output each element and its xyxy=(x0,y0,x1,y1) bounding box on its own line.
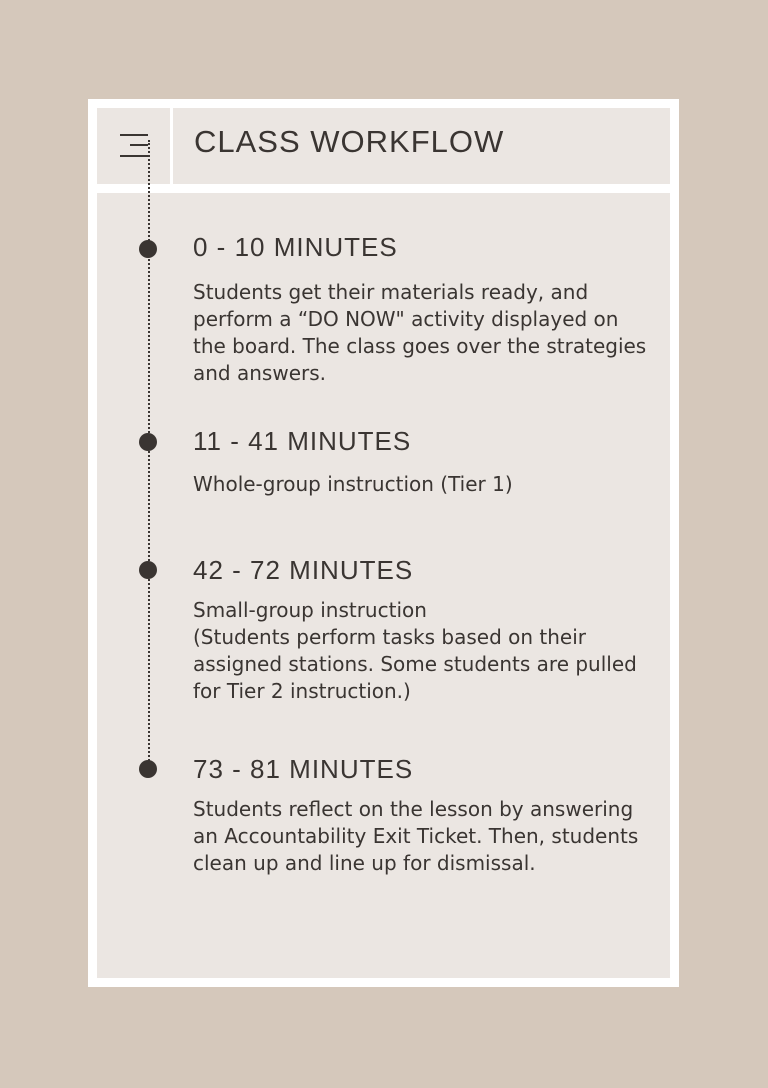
timeline-dot-4 xyxy=(139,760,157,778)
step-1-time: 0 - 10 MINUTES xyxy=(193,232,398,262)
timeline-dot-3 xyxy=(139,561,157,579)
timeline-dot-2 xyxy=(139,433,157,451)
step-4-time: 73 - 81 MINUTES xyxy=(193,754,414,784)
header-divider xyxy=(170,108,173,184)
step-2-time: 11 - 41 MINUTES xyxy=(193,426,412,456)
step-1-description: Students get their materials ready, and perform a “DO NOW" activity displayed on the board. The class goes over the strategies and answers. xyxy=(193,280,647,385)
timeline-line xyxy=(148,140,150,768)
menu-icon xyxy=(120,134,148,158)
step-2-description: Whole-group instruction (Tier 1) xyxy=(193,472,513,496)
page-title: CLASS WORKFLOW xyxy=(194,124,505,159)
timeline-dot-1 xyxy=(139,240,157,258)
step-3-time: 42 - 72 MINUTES xyxy=(193,555,414,585)
step-3-description: Small-group instruction (Students perform tasks based on their assigned stations. Some students are pulled for Tier 2 instruction.) xyxy=(193,598,637,703)
step-4-description: Students reflect on the lesson by answering an Accountability Exit Ticket. Then, students clean up and line up for dismissal. xyxy=(193,797,639,875)
